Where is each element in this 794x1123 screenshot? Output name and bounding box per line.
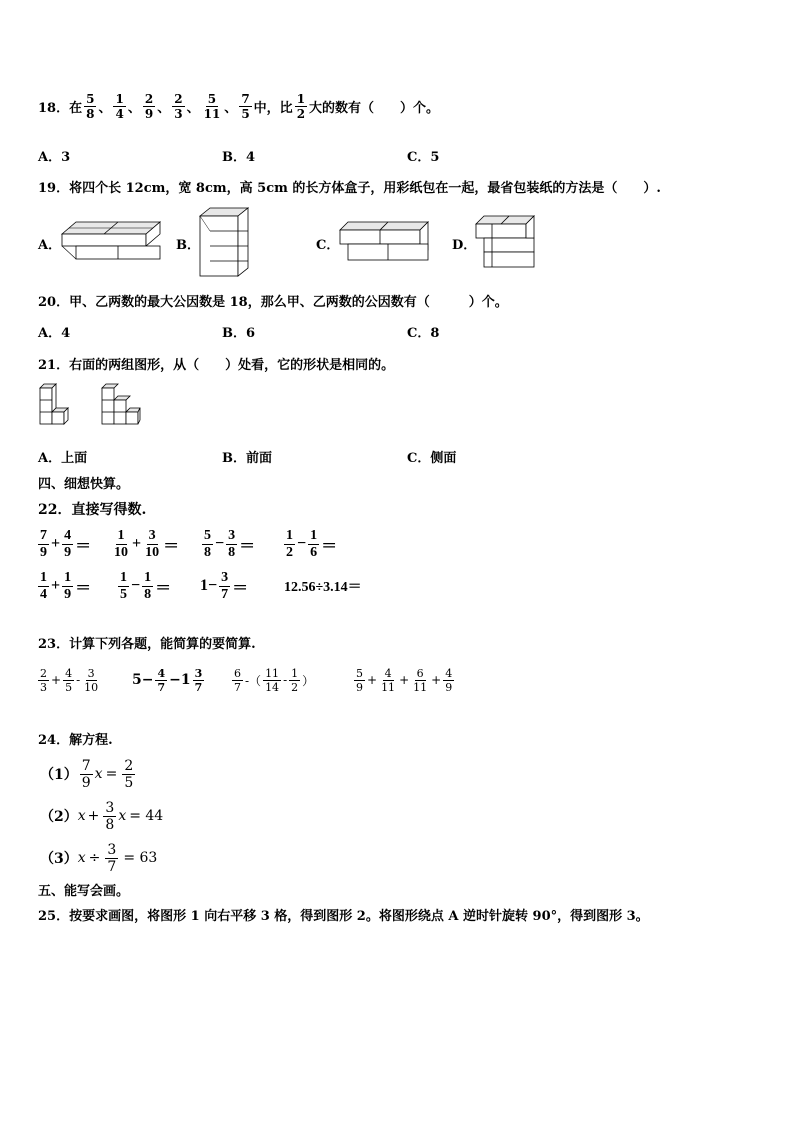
calc-item: $\frac{1}{4}$ + $\frac{1}{9}$ ＝ xyxy=(40,569,92,602)
option-d: D． xyxy=(452,238,477,253)
figure-boxes-a xyxy=(60,218,164,264)
fraction: $\frac{2}{9}$ xyxy=(144,91,154,121)
option-c: C．5 xyxy=(407,150,440,165)
figure-cubes-1 xyxy=(38,382,72,428)
calc-item: $\frac{1}{10}$ + $\frac{3}{10}$ ＝ xyxy=(114,527,180,560)
option-a: A．上面 xyxy=(38,451,88,466)
question-18: 18．在 $\frac{5}{8}$ 、 $\frac{1}{4}$ 、 $\frac{2}{9}$ 、 $\frac{2}{3}$ 、 $\frac{5}{11}$ 、 $\frac{7}{5}$ 中，比 $\frac{1}{2}$ 大的数有（ ）个。 xyxy=(38,91,440,121)
question-20: 20．甲、乙两数的最大公因数是 18，那么甲、乙两数的公因数有（ ）个。 xyxy=(38,295,508,310)
option-b: B．前面 xyxy=(222,451,272,466)
option-c: C．侧面 xyxy=(407,451,457,466)
option-b: B．4 xyxy=(222,150,256,165)
option-c: C． xyxy=(316,238,340,253)
fraction: $\frac{5}{8}$ xyxy=(86,91,95,121)
question-19: 19．将四个长 12cm，宽 8cm，高 5cm 的长方体盒子，用彩纸包在一起，最省包装纸的方法是（ ）. xyxy=(38,181,661,196)
fraction: $\frac{2}{3}$ xyxy=(174,91,183,121)
figure-boxes-d xyxy=(474,212,536,270)
figure-boxes-b xyxy=(198,206,250,278)
calc-expression: $\frac{6}{7}$ -（ $\frac{11}{14}$ - $\frac{1}{2}$ ） xyxy=(234,666,315,694)
question-21: 21．右面的两组图形，从（ ）处看，它的形状是相同的。 xyxy=(38,358,395,373)
option-a: A． xyxy=(38,238,62,253)
equation-1: （1） $\frac{7}{9}$ x = $\frac{2}{5}$ xyxy=(40,757,134,791)
calc-expression: $\frac{5}{9}$ + $\frac{4}{11}$ + $\frac{6}{11}$ + $\frac{4}{9}$ xyxy=(356,666,453,694)
figure-cubes-2 xyxy=(100,382,142,428)
question-24: 24．解方程. xyxy=(38,733,113,748)
question-23: 23．计算下列各题，能简算的要简算. xyxy=(38,637,256,652)
calc-item: $\frac{7}{9}$ + $\frac{4}{9}$ ＝ xyxy=(40,527,92,560)
question-25: 25．按要求画图，将图形 1 向右平移 3 格，得到图形 2。将图形绕点 A 逆时针旋转 90°，得到图形 3。 xyxy=(38,909,649,924)
calc-expression: 5 − $\frac{4}{7}$ − 1 $\frac{3}{7}$ xyxy=(132,666,203,694)
fraction: $\frac{5}{11}$ xyxy=(203,91,221,121)
calc-item: 1 − $\frac{3}{7}$ ＝ xyxy=(200,569,249,602)
fraction: $\frac{1}{2}$ xyxy=(296,91,306,121)
option-b: B．6 xyxy=(222,326,256,341)
section-heading: 四、细想快算。 xyxy=(38,477,130,492)
option-a: A．4 xyxy=(38,326,71,341)
option-b: B． xyxy=(176,238,200,253)
question-22: 22．直接写得数. xyxy=(38,502,147,518)
calc-expression: $\frac{2}{3}$ + $\frac{4}{5}$ - $\frac{3}{10}$ xyxy=(40,666,99,694)
calc-item: 12.56÷3.14＝ xyxy=(284,580,362,595)
equation-3: （3） x ÷ $\frac{3}{7}$ = 63 xyxy=(40,841,158,875)
option-c: C．8 xyxy=(407,326,440,341)
calc-item: $\frac{1}{2}$ − $\frac{1}{6}$ ＝ xyxy=(286,527,338,560)
figure-boxes-c xyxy=(338,220,430,264)
equation-2: （2） x + $\frac{3}{8}$ x = 44 xyxy=(40,799,164,833)
section-heading: 五、能写会画。 xyxy=(38,884,130,899)
option-a: A．3 xyxy=(38,150,71,165)
q18-label: 18．在 xyxy=(38,100,83,116)
calc-item: $\frac{1}{5}$ − $\frac{1}{8}$ ＝ xyxy=(120,569,172,602)
calc-item: $\frac{5}{8}$ − $\frac{3}{8}$ ＝ xyxy=(204,527,256,560)
fraction: $\frac{7}{5}$ xyxy=(241,91,250,121)
fraction: $\frac{1}{4}$ xyxy=(115,91,124,121)
